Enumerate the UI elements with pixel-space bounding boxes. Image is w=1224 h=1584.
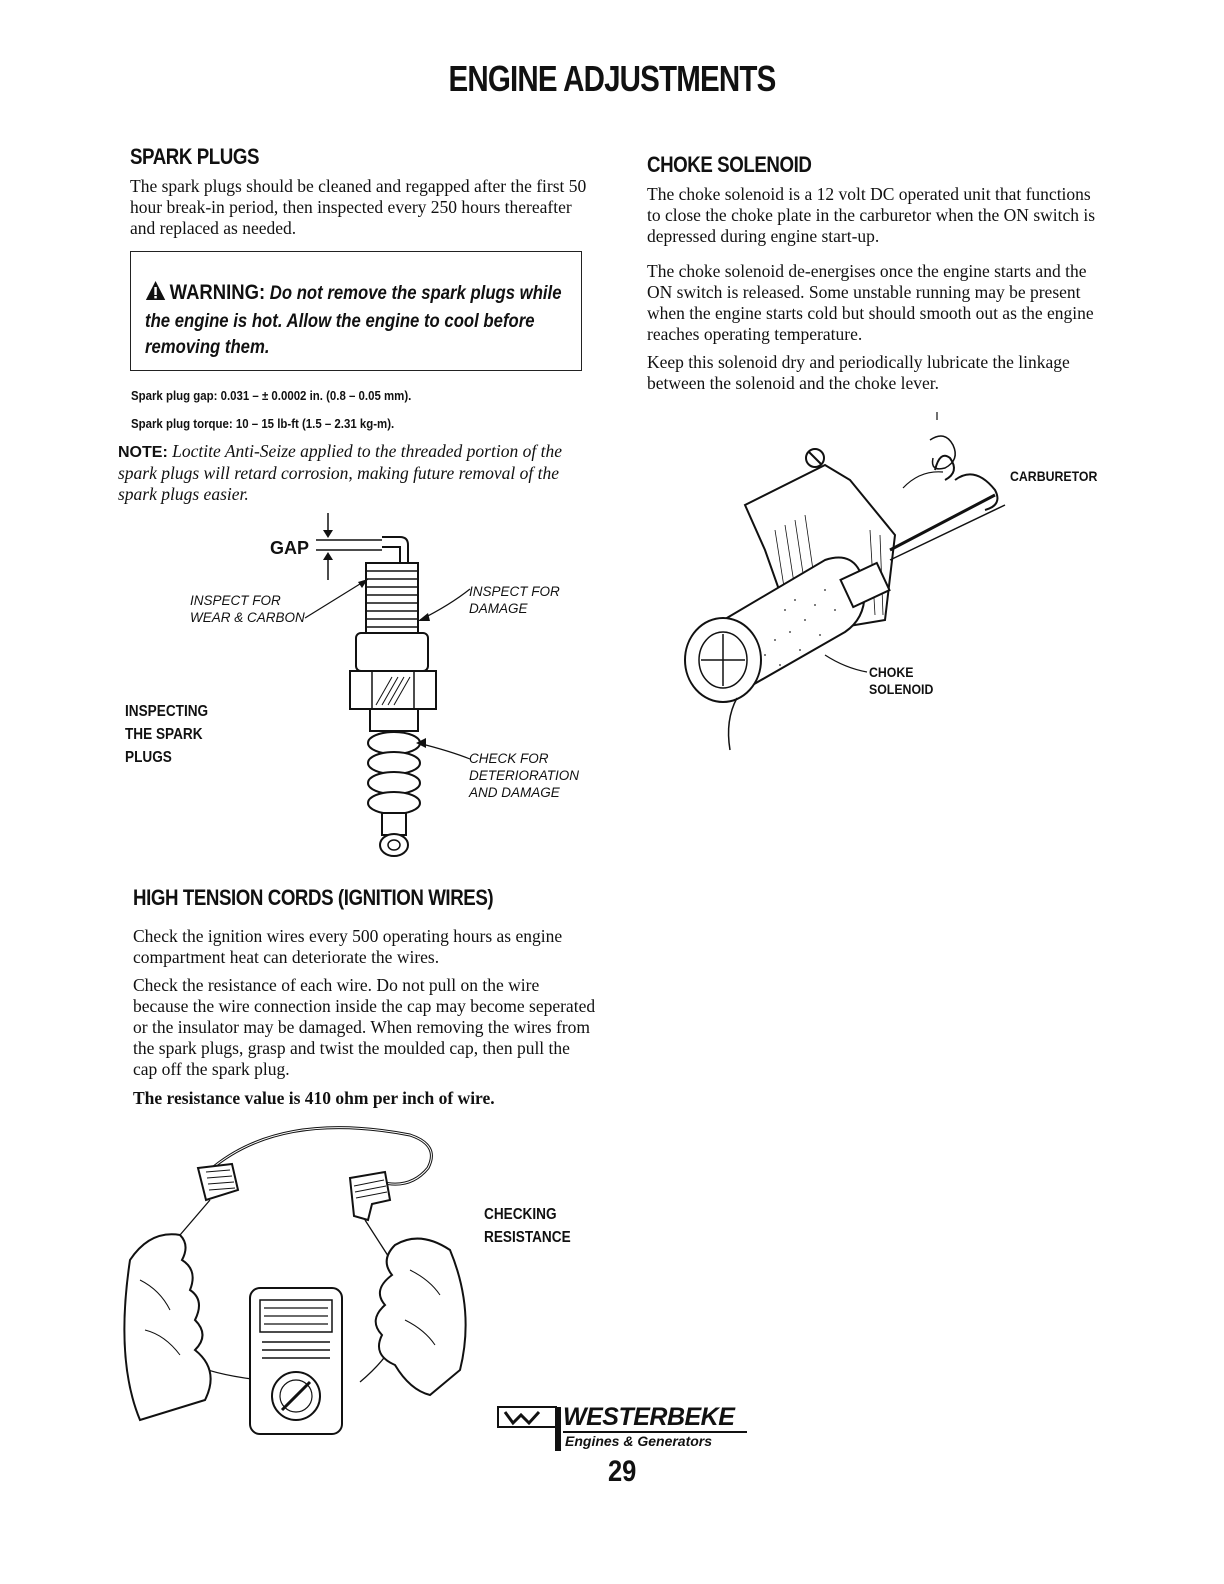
callout-damage: INSPECT FOR DAMAGE [469,584,560,616]
gap-label: GAP [270,538,310,558]
choke-solenoid-p3: Keep this solenoid dry and periodically lubricate the linkage between the solenoid and the choke lever. [647,352,1070,393]
note-paragraph [118,441,593,505]
choke-solenoid-heading: CHOKE SOLENOID [647,152,812,177]
page-title: ENGINE ADJUSTMENTS [448,58,776,99]
checking-resistance-illustration [110,1120,470,1440]
resistance-value: The resistance value is 410 ohm per inch of wire. [133,1088,495,1108]
warning-text-block [145,280,567,361]
spark-plug-illustration [300,505,460,870]
high-tension-heading: HIGH TENSION CORDS (IGNITION WIRES) [133,885,494,910]
choke-solenoid-p1: The choke solenoid is a 12 volt DC operated unit that functions to close the choke plate in the carburetor when the ON switch is depressed during engine start-up. [647,184,1096,246]
callout-deterioration: CHECK FOR DETERIORATION AND DAMAGE [469,751,580,800]
warning-label: WARNING: [169,281,266,304]
logo-brand-text: WESTERBEKE [563,1403,735,1431]
warning-message: Do not remove the spark plugs while the engine is hot. Allow the engine to cool before removing them. [145,283,562,358]
spark-plug-figure-caption: INSPECTING THE SPARK PLUGS [125,703,209,766]
carburetor-label: CARBURETOR [1010,468,1098,484]
westerbeke-logo [497,1403,747,1453]
page-number: 29 [608,1455,637,1488]
checking-resistance-caption: CHECKING RESISTANCE [484,1206,571,1246]
note-label: NOTE: [118,444,168,461]
warning-icon [145,280,166,309]
high-tension-p2: Check the resistance of each wire. Do not pull on the wire because the wire connection inside the cap may become seperated or the insulator may be damaged. When removing the wires from the spark plugs, grasp and twist the moulded cap, then pull the cap off the spark plug. [133,975,596,1079]
logo-tagline: Engines & Generators [565,1433,713,1449]
callout-wear-carbon: INSPECT FOR WEAR & CARBON [190,593,305,625]
spark-plugs-heading: SPARK PLUGS [130,144,260,169]
high-tension-p1: Check the ignition wires every 500 operating hours as engine compartment heat can deteriorate the wires. [133,926,563,967]
spark-plug-torque-spec: Spark plug torque: 10 – 15 lb-ft (1.5 – 2.31 kg-m). [131,416,395,431]
spark-plugs-intro: The spark plugs should be cleaned and regapped after the first 50 hour break-in period, then inspected every 250 hours thereafter and replaced as needed. [130,176,587,238]
choke-solenoid-p2: The choke solenoid de-energises once the engine starts and the ON switch is released. Some unstable running may be present when the engine starts cold but should smooth out as the engine reaches operating temperature. [647,261,1094,344]
choke-solenoid-illustration [675,410,1035,755]
choke-solenoid-label: CHOKE SOLENOID [869,664,934,697]
spark-plug-gap-spec: Spark plug gap: 0.031 – ± 0.0002 in. (0.8 – 0.05 mm). [131,388,412,403]
note-text: Loctite Anti-Seize applied to the threaded portion of the spark plugs will retard corrosion, making future removal of the spark plugs easier. [118,441,562,504]
westerbeke-logo-mark [497,1403,567,1451]
